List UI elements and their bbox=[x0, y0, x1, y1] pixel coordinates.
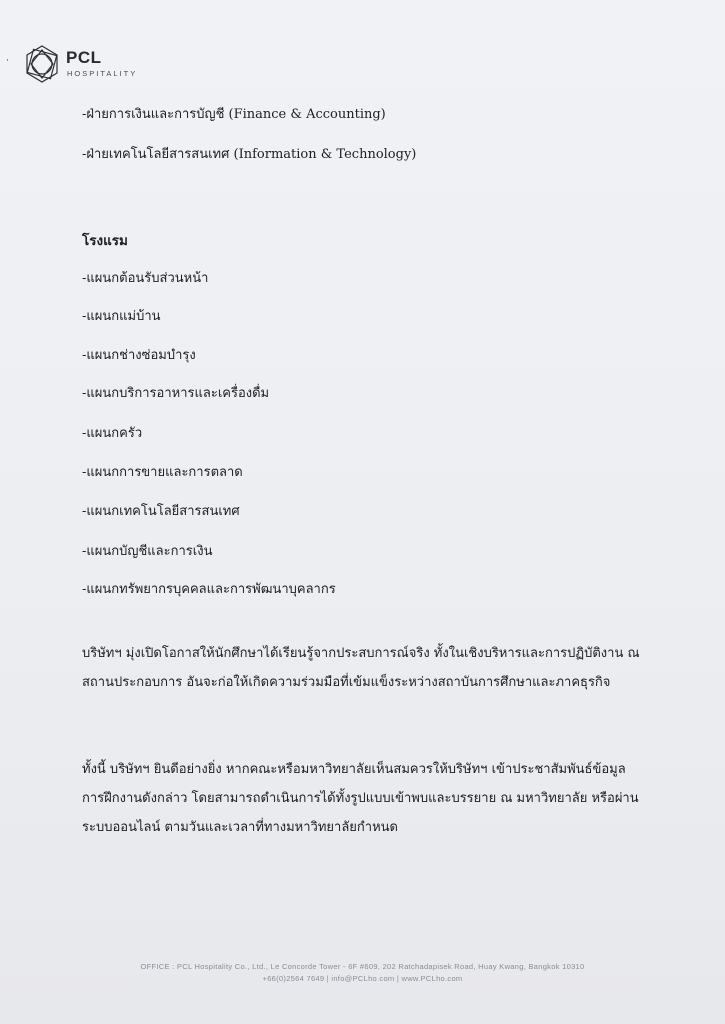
scan-mark: · bbox=[6, 56, 9, 66]
hotel-item-housekeeping: -แผนกแม่บ้าน bbox=[82, 309, 161, 324]
department-finance: -ฝ่ายการเงินและการบัญชี (Finance & Accounting) bbox=[82, 107, 386, 122]
hotel-item-front-office: -แผนกต้อนรับส่วนหน้า bbox=[82, 271, 209, 286]
logo-name: PCL bbox=[66, 48, 102, 67]
hotel-item-engineering: -แผนกช่างซ่อมบำรุง bbox=[82, 348, 196, 363]
hotel-item-it: -แผนกเทคโนโลยีสารสนเทศ bbox=[82, 504, 240, 519]
department-it: -ฝ่ายเทคโนโลยีสารสนเทศ (Information & Technology) bbox=[82, 147, 417, 162]
hotel-item-kitchen: -แผนกครัว bbox=[82, 426, 143, 441]
footer-address: OFFICE : PCL Hospitality Co., Ltd., Le Concorde Tower - 6F #609, 202 Ratchadapisek Road, Huay Kwang, Bangkok 10310 bbox=[140, 962, 585, 971]
hotel-item-accounting: -แผนกบัญชีและการเงิน bbox=[82, 544, 213, 559]
hotel-item-hr: -แผนกทรัพยากรบุคคลและการพัฒนาบุคลากร bbox=[82, 582, 336, 597]
paragraph-opportunity: บริษัทฯ มุ่งเปิดโอกาสให้นักศึกษาได้เรียนรู้จากประสบการณ์จริง ทั้งในเชิงบริหารและการปฏิบัติงาน ณ สถานประกอบการ อันจะก่อให้เกิดความร่วมมือที่เข้มแข็งระหว่างสถาบันการศึกษาและภาคธุรกิจ bbox=[82, 646, 640, 690]
company-logo bbox=[22, 44, 152, 88]
hotel-item-sales-marketing: -แผนกการขายและการตลาด bbox=[82, 465, 243, 480]
hotel-heading: โรงแรม bbox=[82, 233, 128, 249]
logo-subtitle: HOSPITALITY bbox=[67, 69, 138, 78]
pcl-logo-icon bbox=[22, 44, 62, 84]
paragraph-publicity: ทั้งนี้ บริษัทฯ ยินดีอย่างยิ่ง หากคณะหรือมหาวิทยาลัยเห็นสมควรให้บริษัทฯ เข้าประชาสัมพันธ์ข้อมูลการฝึกงานดังกล่าว โดยสามารถดำเนินการได้ทั้งรูปแบบเข้าพบและบรรยาย ณ มหาวิทยาลัย หรือผ่านระบบออนไลน์ ตามวันและเวลาที่ทางมหาวิทยาลัยกำหนด bbox=[82, 762, 639, 835]
hotel-item-food-beverage: -แผนกบริการอาหารและเครื่องดื่ม bbox=[82, 386, 270, 401]
footer-contact: +66(0)2564 7649 | info@PCLho.com | www.PCLho.com bbox=[262, 974, 463, 983]
